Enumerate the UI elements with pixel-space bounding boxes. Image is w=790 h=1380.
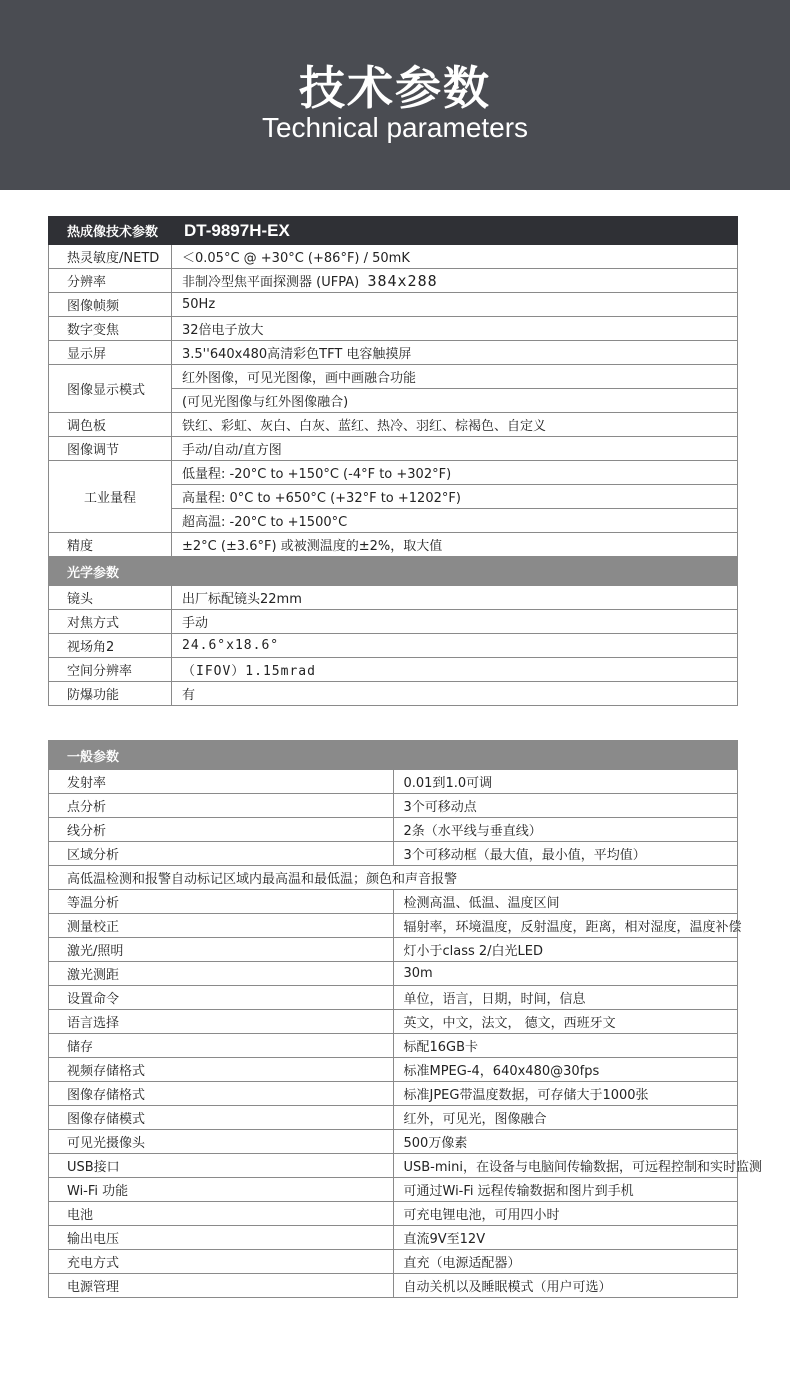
table-row — [49, 437, 738, 461]
general-header-label: 一般参数 — [49, 741, 738, 770]
spec-key: 图像显示模式 — [49, 365, 172, 413]
resolution-detector: 非制冷型焦平面探测器 (UFPA) — [182, 275, 360, 290]
spec-value: 红外图像，可见光图像，画中画融合功能 — [172, 365, 738, 389]
spec-value: 手动 — [172, 610, 738, 634]
spec-key: 点分析 — [49, 794, 394, 818]
table-row — [49, 1274, 738, 1298]
table-row — [49, 413, 738, 437]
spec-value: 32倍电子放大 — [172, 317, 738, 341]
spec-key: 等温分析 — [49, 890, 394, 914]
spec-key: 数字变焦 — [49, 317, 172, 341]
spec-value: 检测高温、低温、温度区间 — [393, 890, 738, 914]
table-row — [49, 770, 738, 794]
spec-key: 工业量程 — [49, 461, 172, 533]
table-row — [49, 1202, 738, 1226]
table-row — [49, 533, 738, 557]
table-row — [49, 794, 738, 818]
table-row — [49, 1082, 738, 1106]
table-row — [49, 269, 738, 293]
page-title: 技术参数 — [299, 61, 491, 115]
spec-key: 空间分辨率 — [49, 658, 172, 682]
spec-key: 防爆功能 — [49, 682, 172, 706]
general-header-row — [49, 741, 738, 770]
table-row — [49, 634, 738, 658]
spec-value: （IFOV）1.15mrad — [172, 658, 738, 682]
spec-value: 直流9V至12V — [393, 1226, 738, 1250]
spec-key: 热灵敏度/NETD — [49, 245, 172, 269]
spec-value: 可充电锂电池，可用四小时 — [393, 1202, 738, 1226]
general-spec-table — [48, 740, 763, 1298]
table-row — [49, 365, 738, 389]
spec-key: 调色板 — [49, 413, 172, 437]
table-row — [49, 1250, 738, 1274]
spec-value: 30m — [393, 962, 738, 986]
spec-value: 24.6°x18.6° — [172, 634, 738, 658]
spec-value-merged: 高低温检测和报警自动标记区域内最高温和最低温；颜色和声音报警 — [49, 866, 738, 890]
optical-header-label: 光学参数 — [49, 557, 738, 586]
spec-value: ±2°C (±3.6°F) 或被测温度的±2%，取大值 — [172, 533, 738, 557]
table-row — [49, 610, 738, 634]
spec-value: 单位，语言，日期，时间，信息 — [393, 986, 738, 1010]
spec-value: ＜0.05°C @ +30°C (+86°F) / 50mK — [172, 245, 738, 269]
spec-key: USB接口 — [49, 1154, 394, 1178]
table-row — [49, 682, 738, 706]
spec-key: 图像存储格式 — [49, 1082, 394, 1106]
spec-value — [172, 269, 738, 293]
page-subtitle: Technical parameters — [261, 112, 529, 143]
spec-value: 3个可移动点 — [393, 794, 738, 818]
spec-key: 激光测距 — [49, 962, 394, 986]
spec-key: 视频存储格式 — [49, 1058, 394, 1082]
table-row — [49, 842, 738, 866]
spec-key: 电池 — [49, 1202, 394, 1226]
spec-key: 语言选择 — [49, 1010, 394, 1034]
spec-value: 手动/自动/直方图 — [172, 437, 738, 461]
table-row — [49, 962, 738, 986]
table-row — [49, 1010, 738, 1034]
spec-key: 可见光摄像头 — [49, 1130, 394, 1154]
optical-header-row — [49, 557, 738, 586]
header-banner — [0, 0, 790, 190]
spec-key: 镜头 — [49, 586, 172, 610]
spec-key: 分辨率 — [49, 269, 172, 293]
spec-value: 灯小于class 2/白光LED — [393, 938, 738, 962]
spec-value: 2条（水平线与垂直线） — [393, 818, 738, 842]
spec-value: 500万像素 — [393, 1130, 738, 1154]
spec-value: 低量程: -20°C to +150°C (-4°F to +302°F) — [172, 461, 738, 485]
table-row — [49, 293, 738, 317]
table-row — [49, 1106, 738, 1130]
spec-key: 设置命令 — [49, 986, 394, 1010]
spec-key: 储存 — [49, 1034, 394, 1058]
spec-value: (可见光图像与红外图像融合) — [172, 389, 738, 413]
spec-key: Wi-Fi 功能 — [49, 1178, 394, 1202]
thermal-optical-spec-table — [48, 216, 738, 706]
table-row — [49, 1178, 738, 1202]
spec-key: 对焦方式 — [49, 610, 172, 634]
table-row — [49, 1034, 738, 1058]
spec-key: 线分析 — [49, 818, 394, 842]
spec-key: 充电方式 — [49, 1250, 394, 1274]
spec-key: 图像存储模式 — [49, 1106, 394, 1130]
table-row — [49, 1154, 738, 1178]
spec-value: 高量程: 0°C to +650°C (+32°F to +1202°F) — [172, 485, 738, 509]
spec-value: 标准MPEG-4，640x480@30fps — [393, 1058, 738, 1082]
table-row — [49, 1226, 738, 1250]
table-row — [49, 818, 738, 842]
table-row — [49, 1130, 738, 1154]
table-row — [49, 245, 738, 269]
spec-value: 3.5''640x480高清彩色TFT 电容触摸屏 — [172, 341, 738, 365]
spec-value: 50Hz — [172, 293, 738, 317]
spec-value: 英文，中文，法文， 德文，西班牙文 — [393, 1010, 738, 1034]
spec-value: 3个可移动框（最大值，最小值，平均值） — [393, 842, 738, 866]
spec-key: 显示屏 — [49, 341, 172, 365]
spec-key: 视场角2 — [49, 634, 172, 658]
thermal-header-row — [49, 217, 738, 245]
table-row — [49, 866, 738, 890]
spec-value: 有 — [172, 682, 738, 706]
spec-key: 测量校正 — [49, 914, 394, 938]
table-row — [49, 890, 738, 914]
spec-value: 0.01到1.0可调 — [393, 770, 738, 794]
spec-value: 红外，可见光，图像融合 — [393, 1106, 738, 1130]
table-row — [49, 317, 738, 341]
spec-key: 电源管理 — [49, 1274, 394, 1298]
table-row — [49, 1058, 738, 1082]
spec-value: 标准JPEG带温度数据，可存储大于1000张 — [393, 1082, 738, 1106]
spec-value: USB-mini，在设备与电脑间传输数据，可远程控制和实时监测 — [393, 1154, 738, 1178]
spec-key: 区域分析 — [49, 842, 394, 866]
spec-key: 发射率 — [49, 770, 394, 794]
spec-key: 输出电压 — [49, 1226, 394, 1250]
spec-value: 自动关机以及睡眠模式（用户可选） — [393, 1274, 738, 1298]
table-row — [49, 938, 738, 962]
table-row — [49, 658, 738, 682]
spec-value: 辐射率，环境温度，反射温度，距离，相对湿度，温度补偿 — [393, 914, 738, 938]
spec-key: 图像调节 — [49, 437, 172, 461]
thermal-header-label: 热成像技术参数 — [49, 217, 172, 245]
spec-value: 超高温: -20°C to +1500°C — [172, 509, 738, 533]
spec-key: 精度 — [49, 533, 172, 557]
spec-value: 铁红、彩虹、灰白、白灰、蓝红、热冷、羽红、棕褐色、自定义 — [172, 413, 738, 437]
spec-value: 标配16GB卡 — [393, 1034, 738, 1058]
spec-key: 激光/照明 — [49, 938, 394, 962]
model-name: DT-9897H-EX — [172, 217, 738, 245]
spec-value: 出厂标配镜头22mm — [172, 586, 738, 610]
resolution-pixels: 384x288 — [367, 272, 438, 290]
table-row — [49, 341, 738, 365]
spec-value: 可通过Wi-Fi 远程传输数据和图片到手机 — [393, 1178, 738, 1202]
spec-key: 图像帧频 — [49, 293, 172, 317]
table-row — [49, 986, 738, 1010]
spec-value: 直充（电源适配器） — [393, 1250, 738, 1274]
table-row — [49, 586, 738, 610]
table-row — [49, 914, 738, 938]
table-row — [49, 461, 738, 485]
